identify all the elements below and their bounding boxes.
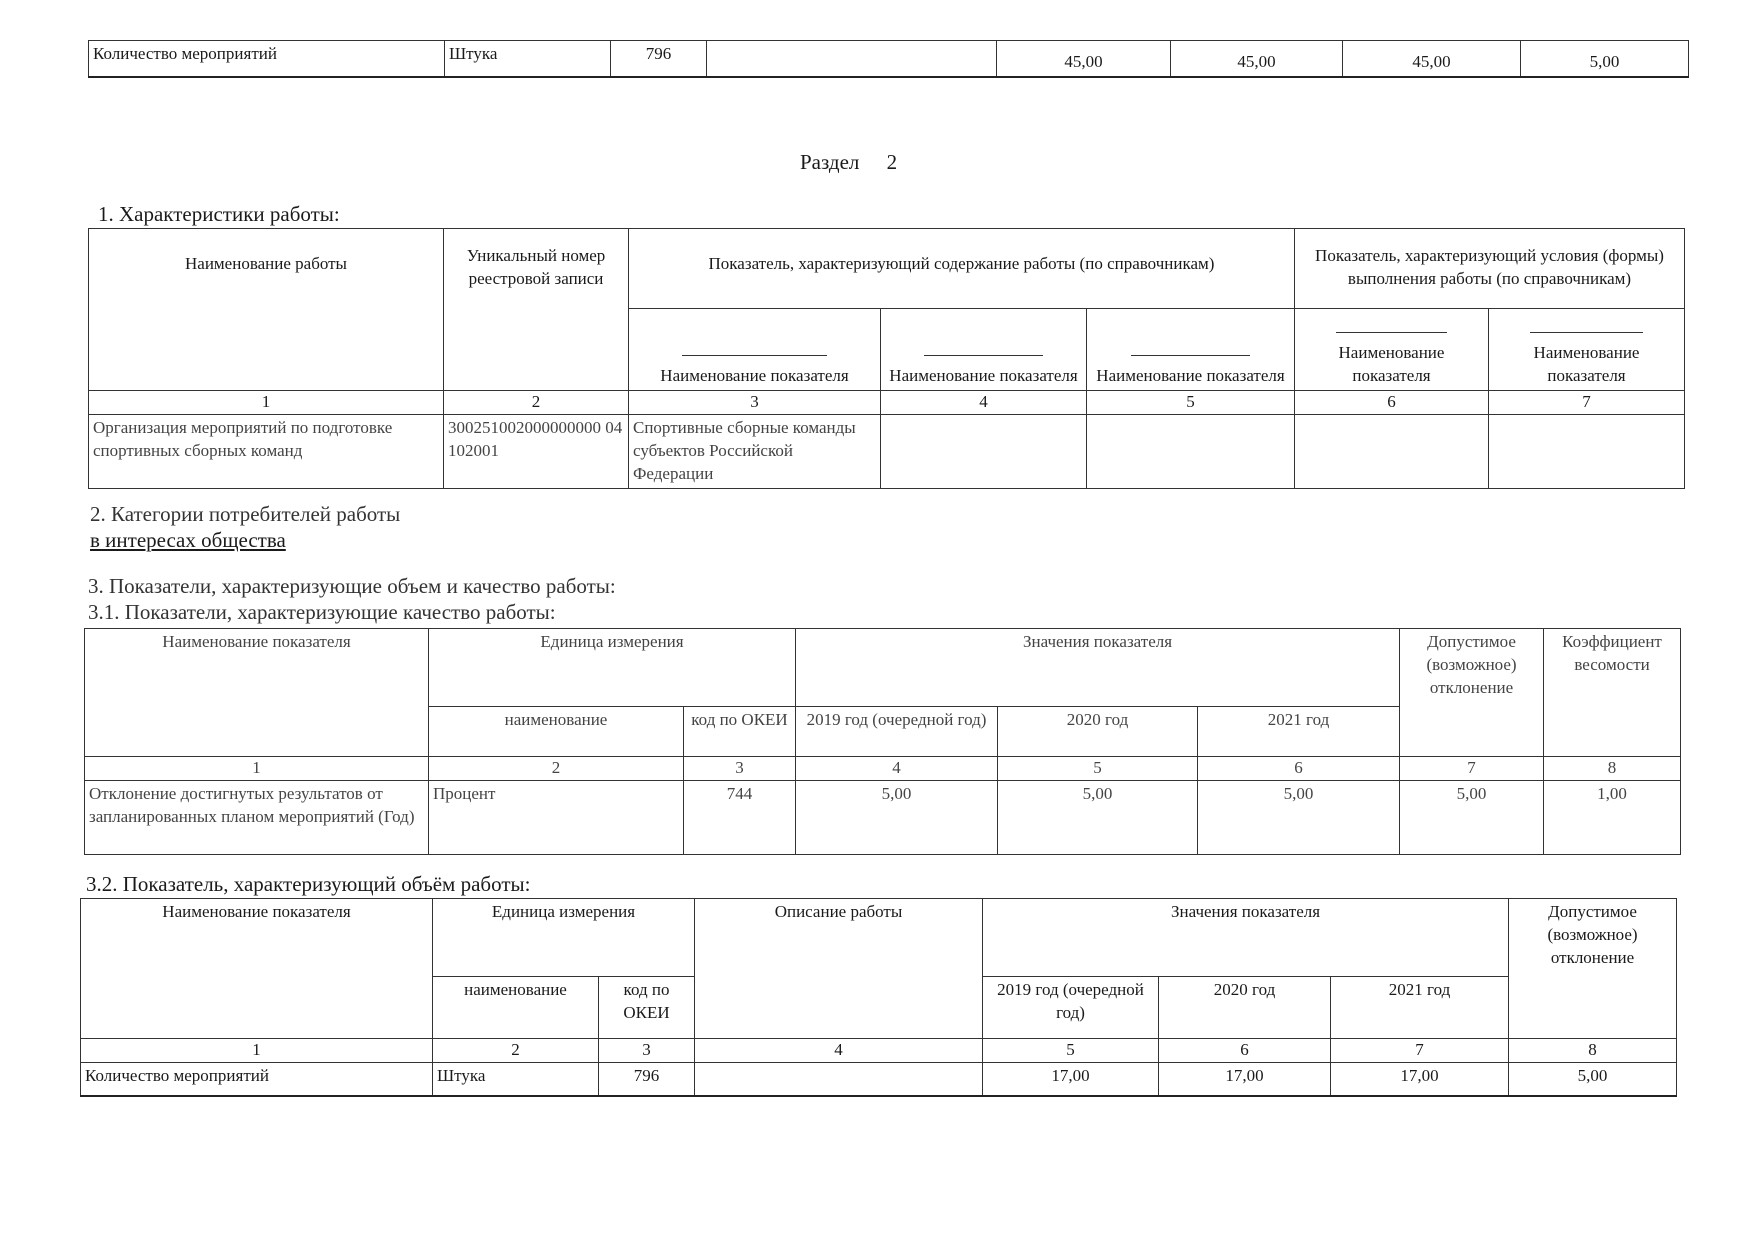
top-row-name: Количество мероприятий	[89, 41, 445, 77]
s32-colnum-7: 7	[1331, 1039, 1509, 1063]
s31-colnum-5: 5	[998, 757, 1198, 781]
s32-header-name: Наименование показателя	[81, 899, 433, 1039]
s1-colnum-3: 3	[629, 391, 881, 415]
s31-header-unit-name: наименование	[429, 707, 684, 757]
s32-row-code: 796	[599, 1062, 695, 1096]
s1-colnum-1: 1	[89, 391, 444, 415]
top-continuation-table	[88, 40, 1689, 78]
s32-row-2019: 17,00	[983, 1062, 1159, 1096]
s1-row-registry: 300251002000000000 04102001	[444, 414, 629, 488]
s31-row-deviation: 5,00	[1400, 780, 1544, 854]
s31-header-2019: 2019 год (очередной год)	[796, 707, 998, 757]
s31-row-2021: 5,00	[1198, 780, 1400, 854]
s32-header-2020: 2020 год	[1159, 977, 1331, 1039]
s32-header-2019: 2019 год (очередной год)	[983, 977, 1159, 1039]
s31-header-name: Наименование показателя	[85, 629, 429, 757]
s1-indicator-4: Наименование показателя	[881, 309, 1087, 391]
s1-row-col7	[1489, 414, 1685, 488]
s32-header-deviation: Допустимое (возможное) отклонение	[1509, 899, 1677, 1039]
s1-row-col5	[1087, 414, 1295, 488]
s1-row-col6	[1295, 414, 1489, 488]
s31-colnum-3: 3	[684, 757, 796, 781]
s32-row-2020: 17,00	[1159, 1062, 1331, 1096]
top-row-unit: Штука	[445, 41, 611, 77]
s31-row-2020: 5,00	[998, 780, 1198, 854]
top-row-2021: 45,00	[1343, 41, 1521, 77]
s2-value: в интересах общества	[90, 528, 286, 552]
s1-colnum-2: 2	[444, 391, 629, 415]
section-heading	[800, 150, 897, 175]
s1-indicator-5: Наименование показателя	[1087, 309, 1295, 391]
s31-colnum-7: 7	[1400, 757, 1544, 781]
s1-indicator-6: Наименование показателя	[1295, 309, 1489, 391]
s31-header-2021: 2021 год	[1198, 707, 1400, 757]
s31-header-unit: Единица измерения	[429, 629, 796, 707]
s31-row-2019: 5,00	[796, 780, 998, 854]
s32-colnum-4: 4	[695, 1039, 983, 1063]
s31-row-unit: Процент	[429, 780, 684, 854]
s32-header-unit-name: наименование	[433, 977, 599, 1039]
s32-header-values: Значения показателя	[983, 899, 1509, 977]
s1-colnum-5: 5	[1087, 391, 1295, 415]
s1-colnum-6: 6	[1295, 391, 1489, 415]
s2-title: 2. Категории потребителей работы	[90, 502, 401, 526]
s1-header-name: Наименование работы	[89, 229, 444, 391]
s1-row-col4	[881, 414, 1087, 488]
s31-row-weight: 1,00	[1544, 780, 1681, 854]
s1-row-content: Спортивные сборные команды субъектов Российской Федерации	[629, 414, 881, 488]
s31-row-code: 744	[684, 780, 796, 854]
s31-colnum-2: 2	[429, 757, 684, 781]
s1-indicator-3: Наименование показателя	[629, 309, 881, 391]
s32-row-name: Количество мероприятий	[81, 1062, 433, 1096]
s32-colnum-6: 6	[1159, 1039, 1331, 1063]
s1-header-conditions: Показатель, характеризующий условия (формы) выполнения работы (по справочникам)	[1295, 229, 1685, 309]
s32-row-description	[695, 1062, 983, 1096]
s32-colnum-8: 8	[1509, 1039, 1677, 1063]
s31-header-2020: 2020 год	[998, 707, 1198, 757]
top-row-code: 796	[611, 41, 707, 77]
s31-header-weight: Коэффициент весомости	[1544, 629, 1681, 757]
s1-colnum-7: 7	[1489, 391, 1685, 415]
s31-title: 3.1. Показатели, характеризующие качество работы:	[88, 600, 556, 624]
section-number: 2	[886, 150, 898, 174]
s31-row-name: Отклонение достигнутых результатов от запланированных планом мероприятий (Год)	[85, 780, 429, 854]
s32-colnum-1: 1	[81, 1039, 433, 1063]
s31-header-values: Значения показателя	[796, 629, 1400, 707]
s1-row-name: Организация мероприятий по подготовке спортивных сборных команд	[89, 414, 444, 488]
s1-header-registry: Уникальный номер реестровой записи	[444, 229, 629, 391]
s32-title: 3.2. Показатель, характеризующий объём работы:	[86, 872, 531, 896]
s1-indicator-7: Наименование показателя	[1489, 309, 1685, 391]
s31-colnum-8: 8	[1544, 757, 1681, 781]
s3-title: 3. Показатели, характеризующие объем и качество работы:	[88, 574, 616, 598]
s1-header-content: Показатель, характеризующий содержание работы (по справочникам)	[629, 229, 1295, 309]
top-row-description	[707, 41, 997, 77]
section-label: Раздел	[800, 150, 860, 174]
s31-colnum-6: 6	[1198, 757, 1400, 781]
top-row-2020: 45,00	[1171, 41, 1343, 77]
volume-indicators-table	[80, 898, 1677, 1097]
work-characteristics-table	[88, 228, 1685, 489]
s32-row-unit: Штука	[433, 1062, 599, 1096]
s32-colnum-2: 2	[433, 1039, 599, 1063]
s32-colnum-3: 3	[599, 1039, 695, 1063]
s31-header-unit-code: код по ОКЕИ	[684, 707, 796, 757]
s32-header-unit: Единица измерения	[433, 899, 695, 977]
s1-colnum-4: 4	[881, 391, 1087, 415]
s32-row-2021: 17,00	[1331, 1062, 1509, 1096]
s31-colnum-1: 1	[85, 757, 429, 781]
s32-row-deviation: 5,00	[1509, 1062, 1677, 1096]
s31-header-deviation: Допустимое (возможное) отклонение	[1400, 629, 1544, 757]
top-row-2019: 45,00	[997, 41, 1171, 77]
s32-colnum-5: 5	[983, 1039, 1159, 1063]
s1-title: 1. Характеристики работы:	[98, 202, 340, 226]
s32-header-description: Описание работы	[695, 899, 983, 1039]
s32-header-unit-code: код по ОКЕИ	[599, 977, 695, 1039]
quality-indicators-table	[84, 628, 1681, 855]
s32-header-2021: 2021 год	[1331, 977, 1509, 1039]
top-row-deviation: 5,00	[1521, 41, 1689, 77]
s31-colnum-4: 4	[796, 757, 998, 781]
